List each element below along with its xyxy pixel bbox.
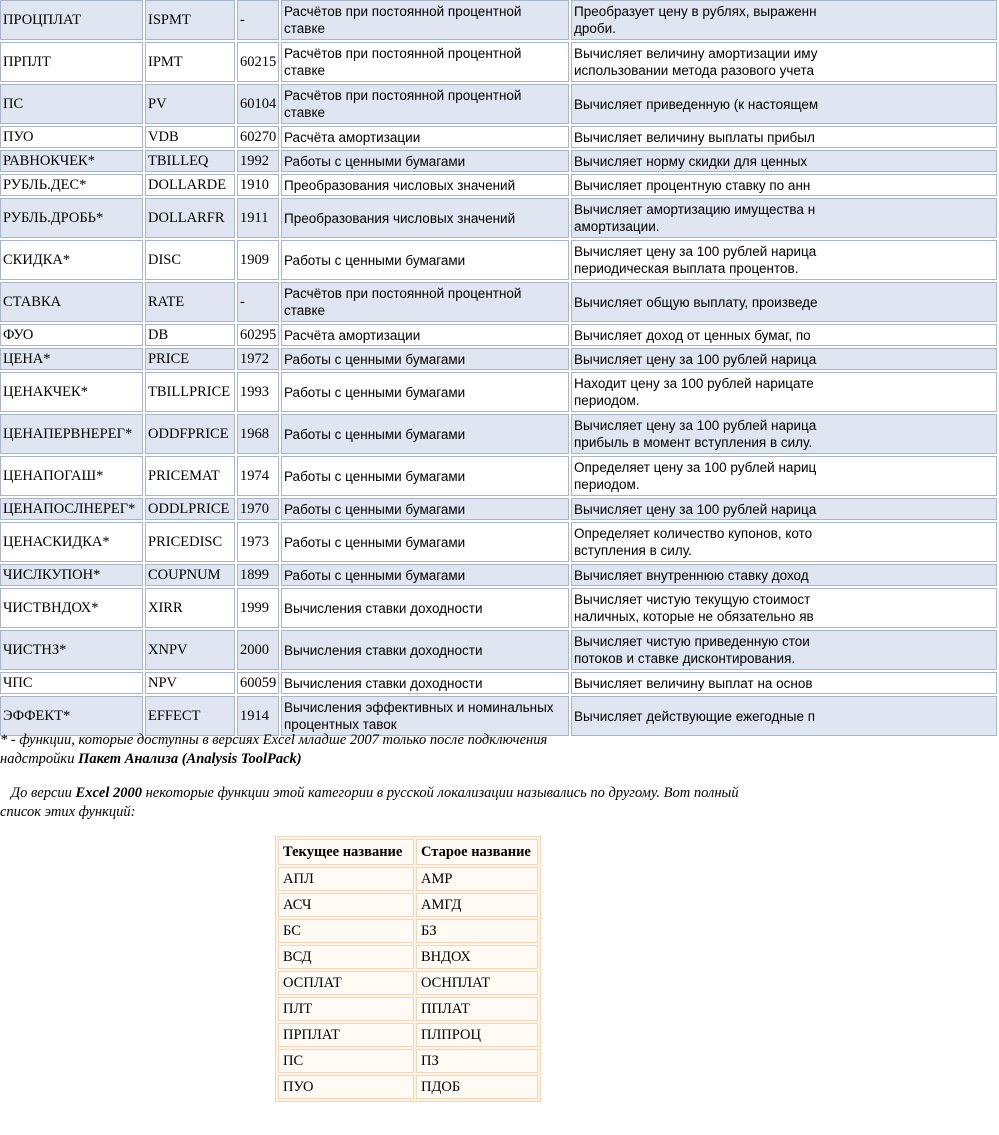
function-row — [0, 522, 997, 562]
description-line1: Вычисляет величину выплаты прибыл — [574, 129, 815, 145]
description-line1: Определяет цену за 100 рублей нариц — [574, 460, 817, 475]
function-description — [571, 414, 997, 454]
description-line2: периодом. — [574, 393, 640, 408]
function-row — [0, 672, 997, 694]
rename-note-version: Excel 2000 — [75, 785, 142, 801]
description-line2: периодом. — [574, 477, 640, 492]
function-name-en: XNPV — [145, 630, 235, 670]
function-version: 1968 — [237, 414, 279, 454]
description-line2: потоков и ставке дисконтирования. — [574, 651, 796, 666]
function-description — [571, 198, 997, 238]
function-name-ru: ЧИСЛКУПОН* — [0, 564, 143, 586]
description-line1: Преобразует цену в рублях, выраженн — [574, 4, 817, 19]
function-version: 60295 — [237, 324, 279, 346]
function-description — [571, 240, 997, 280]
function-description — [571, 84, 997, 124]
function-name-en: TBILLEQ — [145, 150, 235, 172]
function-name-ru: ПРОЦПЛАТ — [0, 0, 143, 40]
function-category: Работы с ценными бумагами — [281, 564, 569, 586]
function-row — [0, 588, 997, 628]
function-name-ru: ЧПС — [0, 672, 143, 694]
description-line1: Находит цену за 100 рублей нарицате — [574, 376, 814, 391]
description-line2: наличных, которые не обязательно яв — [574, 609, 814, 624]
description-line1: Вычисляет величину выплат на основ — [574, 675, 813, 691]
rename-note — [0, 784, 816, 822]
function-version: 1914 — [237, 696, 279, 736]
function-version: - — [237, 0, 279, 40]
function-row — [0, 696, 997, 736]
current-name: ВСД — [278, 945, 414, 969]
function-version: 1909 — [237, 240, 279, 280]
function-name-en: PRICE — [145, 348, 235, 370]
function-name-en: VDB — [145, 126, 235, 148]
names-row — [278, 1075, 538, 1099]
function-name-en: ODDFPRICE — [145, 414, 235, 454]
function-category: Работы с ценными бумагами — [281, 522, 569, 562]
function-name-en: DB — [145, 324, 235, 346]
function-version: 1973 — [237, 522, 279, 562]
function-category: Вычисления ставки доходности — [281, 588, 569, 628]
old-name: ПДОБ — [416, 1075, 538, 1099]
function-description — [571, 498, 997, 520]
function-row — [0, 174, 997, 196]
old-name: ПЛПРОЦ — [416, 1023, 538, 1047]
function-description — [571, 588, 997, 628]
function-name-en: ODDLPRICE — [145, 498, 235, 520]
old-name: ВНДОХ — [416, 945, 538, 969]
names-row — [278, 1023, 538, 1047]
function-row — [0, 324, 997, 346]
function-category: Работы с ценными бумагами — [281, 348, 569, 370]
function-row — [0, 456, 997, 496]
function-name-ru: ФУО — [0, 324, 143, 346]
function-row — [0, 42, 997, 82]
description-line1: Вычисляет чистую текущую стоимост — [574, 592, 811, 607]
description-line1: Вычисляет действующие ежегодные п — [574, 708, 816, 724]
function-name-ru: ЧИСТВНДОХ* — [0, 588, 143, 628]
function-category: Работы с ценными бумагами — [281, 150, 569, 172]
function-category: Вычисления ставки доходности — [281, 672, 569, 694]
description-line1: Вычисляет процентную ставку по анн — [574, 177, 811, 193]
function-description — [571, 0, 997, 40]
function-name-ru: СКИДКА* — [0, 240, 143, 280]
function-name-ru: ПС — [0, 84, 143, 124]
description-line2: вступления в силу. — [574, 543, 692, 558]
function-name-en: DOLLARDE — [145, 174, 235, 196]
function-category: Расчёта амортизации — [281, 324, 569, 346]
description-line2: амортизации. — [574, 219, 660, 234]
description-line2: дроби. — [574, 21, 616, 36]
description-line2: прибыль в момент вступления в силу. — [574, 435, 813, 450]
old-name: ППЛАТ — [416, 997, 538, 1021]
function-name-en: TBILLPRICE — [145, 372, 235, 412]
names-row — [278, 997, 538, 1021]
function-row — [0, 564, 997, 586]
footnote-line2: надстройки — [0, 751, 79, 767]
description-line1: Вычисляет цену за 100 рублей нарица — [574, 501, 817, 517]
function-row — [0, 630, 997, 670]
current-name: ПУО — [278, 1075, 414, 1099]
description-line1: Вычисляет чистую приведенную стои — [574, 634, 810, 649]
names-table — [275, 836, 541, 1102]
function-description — [571, 126, 997, 148]
header-old-name: Старое название — [416, 839, 538, 865]
footnote-addin: Пакет Анализа (Analysis ToolPack) — [78, 751, 302, 767]
function-name-en: NPV — [145, 672, 235, 694]
function-category: Расчётов при постоянной процентной ставке — [281, 282, 569, 322]
function-name-en: PRICEDISC — [145, 522, 235, 562]
current-name: ПРПЛАТ — [278, 1023, 414, 1047]
description-line1: Вычисляет норму скидки для ценных — [574, 153, 808, 169]
function-description — [571, 324, 997, 346]
rename-note-line2: список этих функций: — [0, 804, 136, 820]
function-description — [571, 564, 997, 586]
function-name-en: ISPMT — [145, 0, 235, 40]
function-name-en: PV — [145, 84, 235, 124]
function-row — [0, 414, 997, 454]
function-category: Вычисления ставки доходности — [281, 630, 569, 670]
function-version: 1910 — [237, 174, 279, 196]
function-version: 60270 — [237, 126, 279, 148]
current-name: ОСПЛАТ — [278, 971, 414, 995]
function-name-en: IPMT — [145, 42, 235, 82]
description-line2: периодическая выплата процентов. — [574, 261, 799, 276]
footnote-line1: * - функции, которые доступны в версиях Excel младше 2007 только после подключения — [0, 732, 548, 748]
function-name-en: DISC — [145, 240, 235, 280]
function-description — [571, 630, 997, 670]
function-description — [571, 174, 997, 196]
function-description — [571, 696, 997, 736]
function-category: Преобразования числовых значений — [281, 174, 569, 196]
function-row — [0, 348, 997, 370]
function-name-ru: ЦЕНА* — [0, 348, 143, 370]
function-category: Работы с ценными бумагами — [281, 498, 569, 520]
names-row — [278, 945, 538, 969]
function-row — [0, 0, 997, 40]
description-line1: Вычисляет цену за 100 рублей нарица — [574, 418, 817, 433]
function-description — [571, 42, 997, 82]
function-version: 1899 — [237, 564, 279, 586]
names-row — [278, 971, 538, 995]
function-name-ru: ЦЕНАПОГАШ* — [0, 456, 143, 496]
function-name-ru: ЦЕНАПЕРВНЕРЕГ* — [0, 414, 143, 454]
function-name-en: XIRR — [145, 588, 235, 628]
function-row — [0, 240, 997, 280]
old-name: ОСНПЛАТ — [416, 971, 538, 995]
function-row — [0, 198, 997, 238]
function-row — [0, 126, 997, 148]
function-name-ru: ЦЕНАПОСЛНЕРЕГ* — [0, 498, 143, 520]
current-name: АСЧ — [278, 893, 414, 917]
function-version: 1993 — [237, 372, 279, 412]
function-version: 1999 — [237, 588, 279, 628]
names-row — [278, 1049, 538, 1073]
description-line1: Вычисляет доход от ценных бумаг, по — [574, 327, 811, 343]
function-version: 1974 — [237, 456, 279, 496]
function-name-ru: РУБЛЬ.ДЕС* — [0, 174, 143, 196]
description-line1: Вычисляет цену за 100 рублей нарица — [574, 351, 817, 367]
current-name: АПЛ — [278, 867, 414, 891]
old-name: АМГД — [416, 893, 538, 917]
function-description — [571, 372, 997, 412]
description-line1: Вычисляет цену за 100 рублей нарица — [574, 244, 817, 259]
function-name-en: EFFECT — [145, 696, 235, 736]
function-category: Работы с ценными бумагами — [281, 456, 569, 496]
function-name-ru: ПУО — [0, 126, 143, 148]
function-row — [0, 150, 997, 172]
function-version: 1970 — [237, 498, 279, 520]
function-description — [571, 348, 997, 370]
function-version: 1911 — [237, 198, 279, 238]
function-version: 1992 — [237, 150, 279, 172]
function-name-ru: ЧИСТНЗ* — [0, 630, 143, 670]
function-category: Преобразования числовых значений — [281, 198, 569, 238]
old-name: БЗ — [416, 919, 538, 943]
function-description — [571, 282, 997, 322]
function-version: 60215 — [237, 42, 279, 82]
description-line2: использовании метода разового учета — [574, 63, 815, 78]
current-name: ПЛТ — [278, 997, 414, 1021]
function-name-ru: ПРПЛТ — [0, 42, 143, 82]
function-category: Вычисления эффективных и номинальных процентных тавок — [281, 696, 569, 736]
names-row — [278, 919, 538, 943]
function-row — [0, 372, 997, 412]
function-name-en: DOLLARFR — [145, 198, 235, 238]
description-line1: Определяет количество купонов, кото — [574, 526, 813, 541]
function-name-ru: ЭФФЕКТ* — [0, 696, 143, 736]
function-row — [0, 282, 997, 322]
function-name-ru: РАВНОКЧЕК* — [0, 150, 143, 172]
function-version: 2000 — [237, 630, 279, 670]
function-category: Работы с ценными бумагами — [281, 240, 569, 280]
function-version: - — [237, 282, 279, 322]
description-line1: Вычисляет внутреннюю ставку доход — [574, 567, 809, 583]
function-row — [0, 498, 997, 520]
function-name-ru: ЦЕНАКЧЕК* — [0, 372, 143, 412]
current-name: БС — [278, 919, 414, 943]
description-line1: Вычисляет амортизацию имущества н — [574, 202, 816, 217]
description-line1: Вычисляет общую выплату, произведе — [574, 294, 818, 310]
function-category: Расчётов при постоянной процентной ставке — [281, 0, 569, 40]
description-line1: Вычисляет величину амортизации иму — [574, 46, 818, 61]
rename-note-post: некоторые функции этой категории в русской локализации назывались по другому. Вот полный — [141, 785, 739, 801]
header-current-name: Текущее название — [278, 839, 414, 865]
function-name-en: COUPNUM — [145, 564, 235, 586]
function-category: Расчётов при постоянной процентной ставке — [281, 84, 569, 124]
function-name-ru: ЦЕНАСКИДКА* — [0, 522, 143, 562]
function-version: 60059 — [237, 672, 279, 694]
function-name-en: RATE — [145, 282, 235, 322]
old-name: АМР — [416, 867, 538, 891]
function-category: Расчёта амортизации — [281, 126, 569, 148]
current-name: ПС — [278, 1049, 414, 1073]
function-category: Работы с ценными бумагами — [281, 372, 569, 412]
function-category: Расчётов при постоянной процентной ставке — [281, 42, 569, 82]
function-name-en: PRICEMAT — [145, 456, 235, 496]
function-description — [571, 522, 997, 562]
description-line1: Вычисляет приведенную (к настоящем — [574, 96, 819, 112]
old-name: ПЗ — [416, 1049, 538, 1073]
function-category: Работы с ценными бумагами — [281, 414, 569, 454]
footnote — [0, 731, 816, 769]
function-name-ru: РУБЛЬ.ДРОБЬ* — [0, 198, 143, 238]
function-name-ru: СТАВКА — [0, 282, 143, 322]
function-description — [571, 456, 997, 496]
names-row — [278, 893, 538, 917]
function-description — [571, 672, 997, 694]
function-version: 1972 — [237, 348, 279, 370]
rename-note-pre: До версии — [10, 785, 76, 801]
function-description — [571, 150, 997, 172]
function-version: 60104 — [237, 84, 279, 124]
names-row — [278, 867, 538, 891]
function-row — [0, 84, 997, 124]
